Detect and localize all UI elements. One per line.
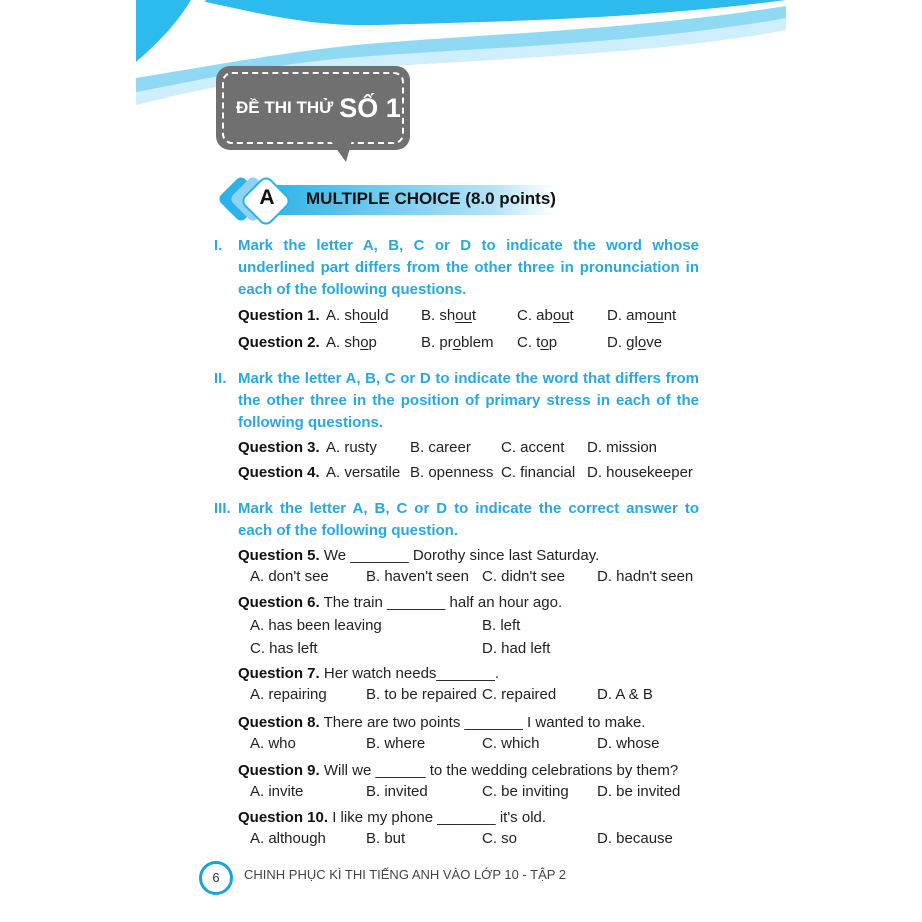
underlined-part: ou: [647, 307, 664, 324]
section-title: MULTIPLE CHOICE (8.0 points): [306, 189, 556, 208]
instruction-number: II.: [214, 370, 227, 387]
answer-option: A. who: [250, 735, 296, 752]
instruction-3: [214, 498, 699, 542]
underlined-part: o: [540, 334, 549, 351]
option-text: C. t: [517, 334, 541, 351]
option-text: nt: [663, 307, 677, 324]
section-letter: A: [259, 186, 275, 209]
answer-option: [326, 334, 377, 351]
option-text: A. sh: [326, 334, 361, 351]
answer-option: B. openness: [410, 464, 494, 481]
option-text: A. sh: [326, 307, 361, 324]
answer-option: [421, 307, 476, 324]
answer-option: [326, 307, 389, 324]
answer-option: C. didn't see: [482, 568, 565, 585]
underlined-part: o: [360, 334, 369, 351]
answer-option: [421, 334, 494, 351]
option-text: D. gl: [607, 334, 638, 351]
answer-option: B. haven't seen: [366, 568, 469, 585]
answer-option: B. but: [366, 830, 406, 847]
answer-option: D. A & B: [597, 686, 653, 703]
option-text: B. sh: [421, 307, 456, 324]
badge-number: SỐ 1: [339, 92, 401, 123]
answer-option: D. hadn't seen: [597, 568, 694, 585]
exam-badge: [216, 66, 410, 150]
answer-option: A. invite: [250, 783, 304, 800]
answer-option: [517, 307, 574, 324]
badge-tail: [330, 140, 352, 162]
answer-option: B. invited: [366, 783, 428, 800]
answer-option: A. versatile: [326, 464, 401, 481]
option-text: B. pr: [421, 334, 453, 351]
question-label: Question 2.: [238, 334, 320, 351]
question-label: Question 4.: [238, 464, 320, 481]
answer-option: [607, 334, 662, 351]
answer-option: D. housekeeper: [587, 464, 693, 481]
question-label: Question 7.: [238, 665, 320, 682]
answer-option: B. career: [410, 439, 471, 456]
option-text: C. ab: [517, 307, 553, 324]
answer-option: B. where: [366, 735, 426, 752]
question-stem: I like my phone _______ it's old.: [332, 809, 547, 826]
badge-prefix: ĐỀ THI THỬ: [236, 98, 334, 117]
question-stem: There are two points _______ I wanted to make.: [323, 714, 646, 731]
answer-option: B. to be repaired: [366, 686, 477, 703]
answer-option: D. had left: [482, 640, 551, 657]
underlined-part: o: [637, 334, 647, 351]
option-text: t: [471, 307, 477, 324]
underlined-part: ou: [455, 307, 472, 324]
question-stem: Her watch needs_______.: [323, 665, 499, 682]
answer-option: A. although: [250, 830, 326, 847]
question: [238, 762, 678, 779]
question: [238, 547, 599, 564]
answer-option: C. accent: [501, 439, 565, 456]
question: [238, 809, 546, 826]
option-text: t: [569, 307, 574, 324]
answer-option: C. has left: [250, 640, 318, 657]
section-header: [214, 176, 614, 222]
instruction-number: I.: [214, 237, 223, 254]
question-label: Question 8.: [238, 714, 320, 731]
question-label: Question 9.: [238, 762, 320, 779]
answer-option: D. whose: [597, 735, 660, 752]
instruction-text: Mark the letter A, B, C or D to indicate the word that differs from the other three in the position of primary stress in each of the following questions.: [238, 370, 699, 431]
instruction-text: Mark the letter A, B, C or D to indicate the correct answer to each of the following question.: [238, 500, 699, 539]
option-text: ve: [646, 334, 663, 351]
underlined-part: ou: [552, 307, 570, 324]
page-number: 6: [199, 861, 233, 895]
question-stem: We _______ Dorothy since last Saturday.: [323, 547, 600, 564]
underlined-part: o: [452, 334, 462, 351]
instruction-number: III.: [214, 500, 231, 517]
answer-option: A. repairing: [250, 686, 327, 703]
option-text: ld: [376, 307, 389, 324]
instruction-2: [214, 368, 699, 434]
question-stem: Will we ______ to the wedding celebrations by them?: [323, 762, 679, 779]
option-text: D. am: [607, 307, 648, 324]
instruction-text: Mark the letter A, B, C or D to indicate the word whose underlined part differs from the other three in pronunciation in each of the following questions.: [238, 237, 699, 298]
answer-option: A. rusty: [326, 439, 377, 456]
underlined-part: ou: [360, 307, 377, 324]
question-label: Question 1.: [238, 307, 320, 324]
answer-option: D. be invited: [597, 783, 681, 800]
answer-option: [607, 307, 676, 324]
option-text: blem: [461, 334, 494, 351]
question: [238, 665, 499, 682]
answer-option: C. which: [482, 735, 540, 752]
answer-option: C. so: [482, 830, 518, 847]
option-text: p: [548, 334, 558, 351]
answer-option: B. left: [482, 617, 521, 634]
question-stem: The train _______ half an hour ago.: [323, 594, 563, 611]
answer-option: [517, 334, 557, 351]
answer-option: C. financial: [501, 464, 576, 481]
answer-option: A. has been leaving: [250, 617, 382, 634]
answer-option: D. because: [597, 830, 673, 847]
question-label: Question 6.: [238, 594, 320, 611]
question-label: Question 3.: [238, 439, 320, 456]
footer-title: CHINH PHỤC KÌ THI TIẾNG ANH VÀO LỚP 10 - TẬP 2: [244, 867, 567, 882]
answer-option: A. don't see: [250, 568, 329, 585]
answer-option: D. mission: [587, 439, 658, 456]
answer-option: C. repaired: [482, 686, 557, 703]
question: [238, 594, 562, 611]
answer-option: C. be inviting: [482, 783, 569, 800]
question-label: Question 10.: [238, 809, 329, 826]
instruction-1: [214, 235, 699, 301]
option-text: p: [368, 334, 377, 351]
question: [238, 714, 645, 731]
question-label: Question 5.: [238, 547, 320, 564]
